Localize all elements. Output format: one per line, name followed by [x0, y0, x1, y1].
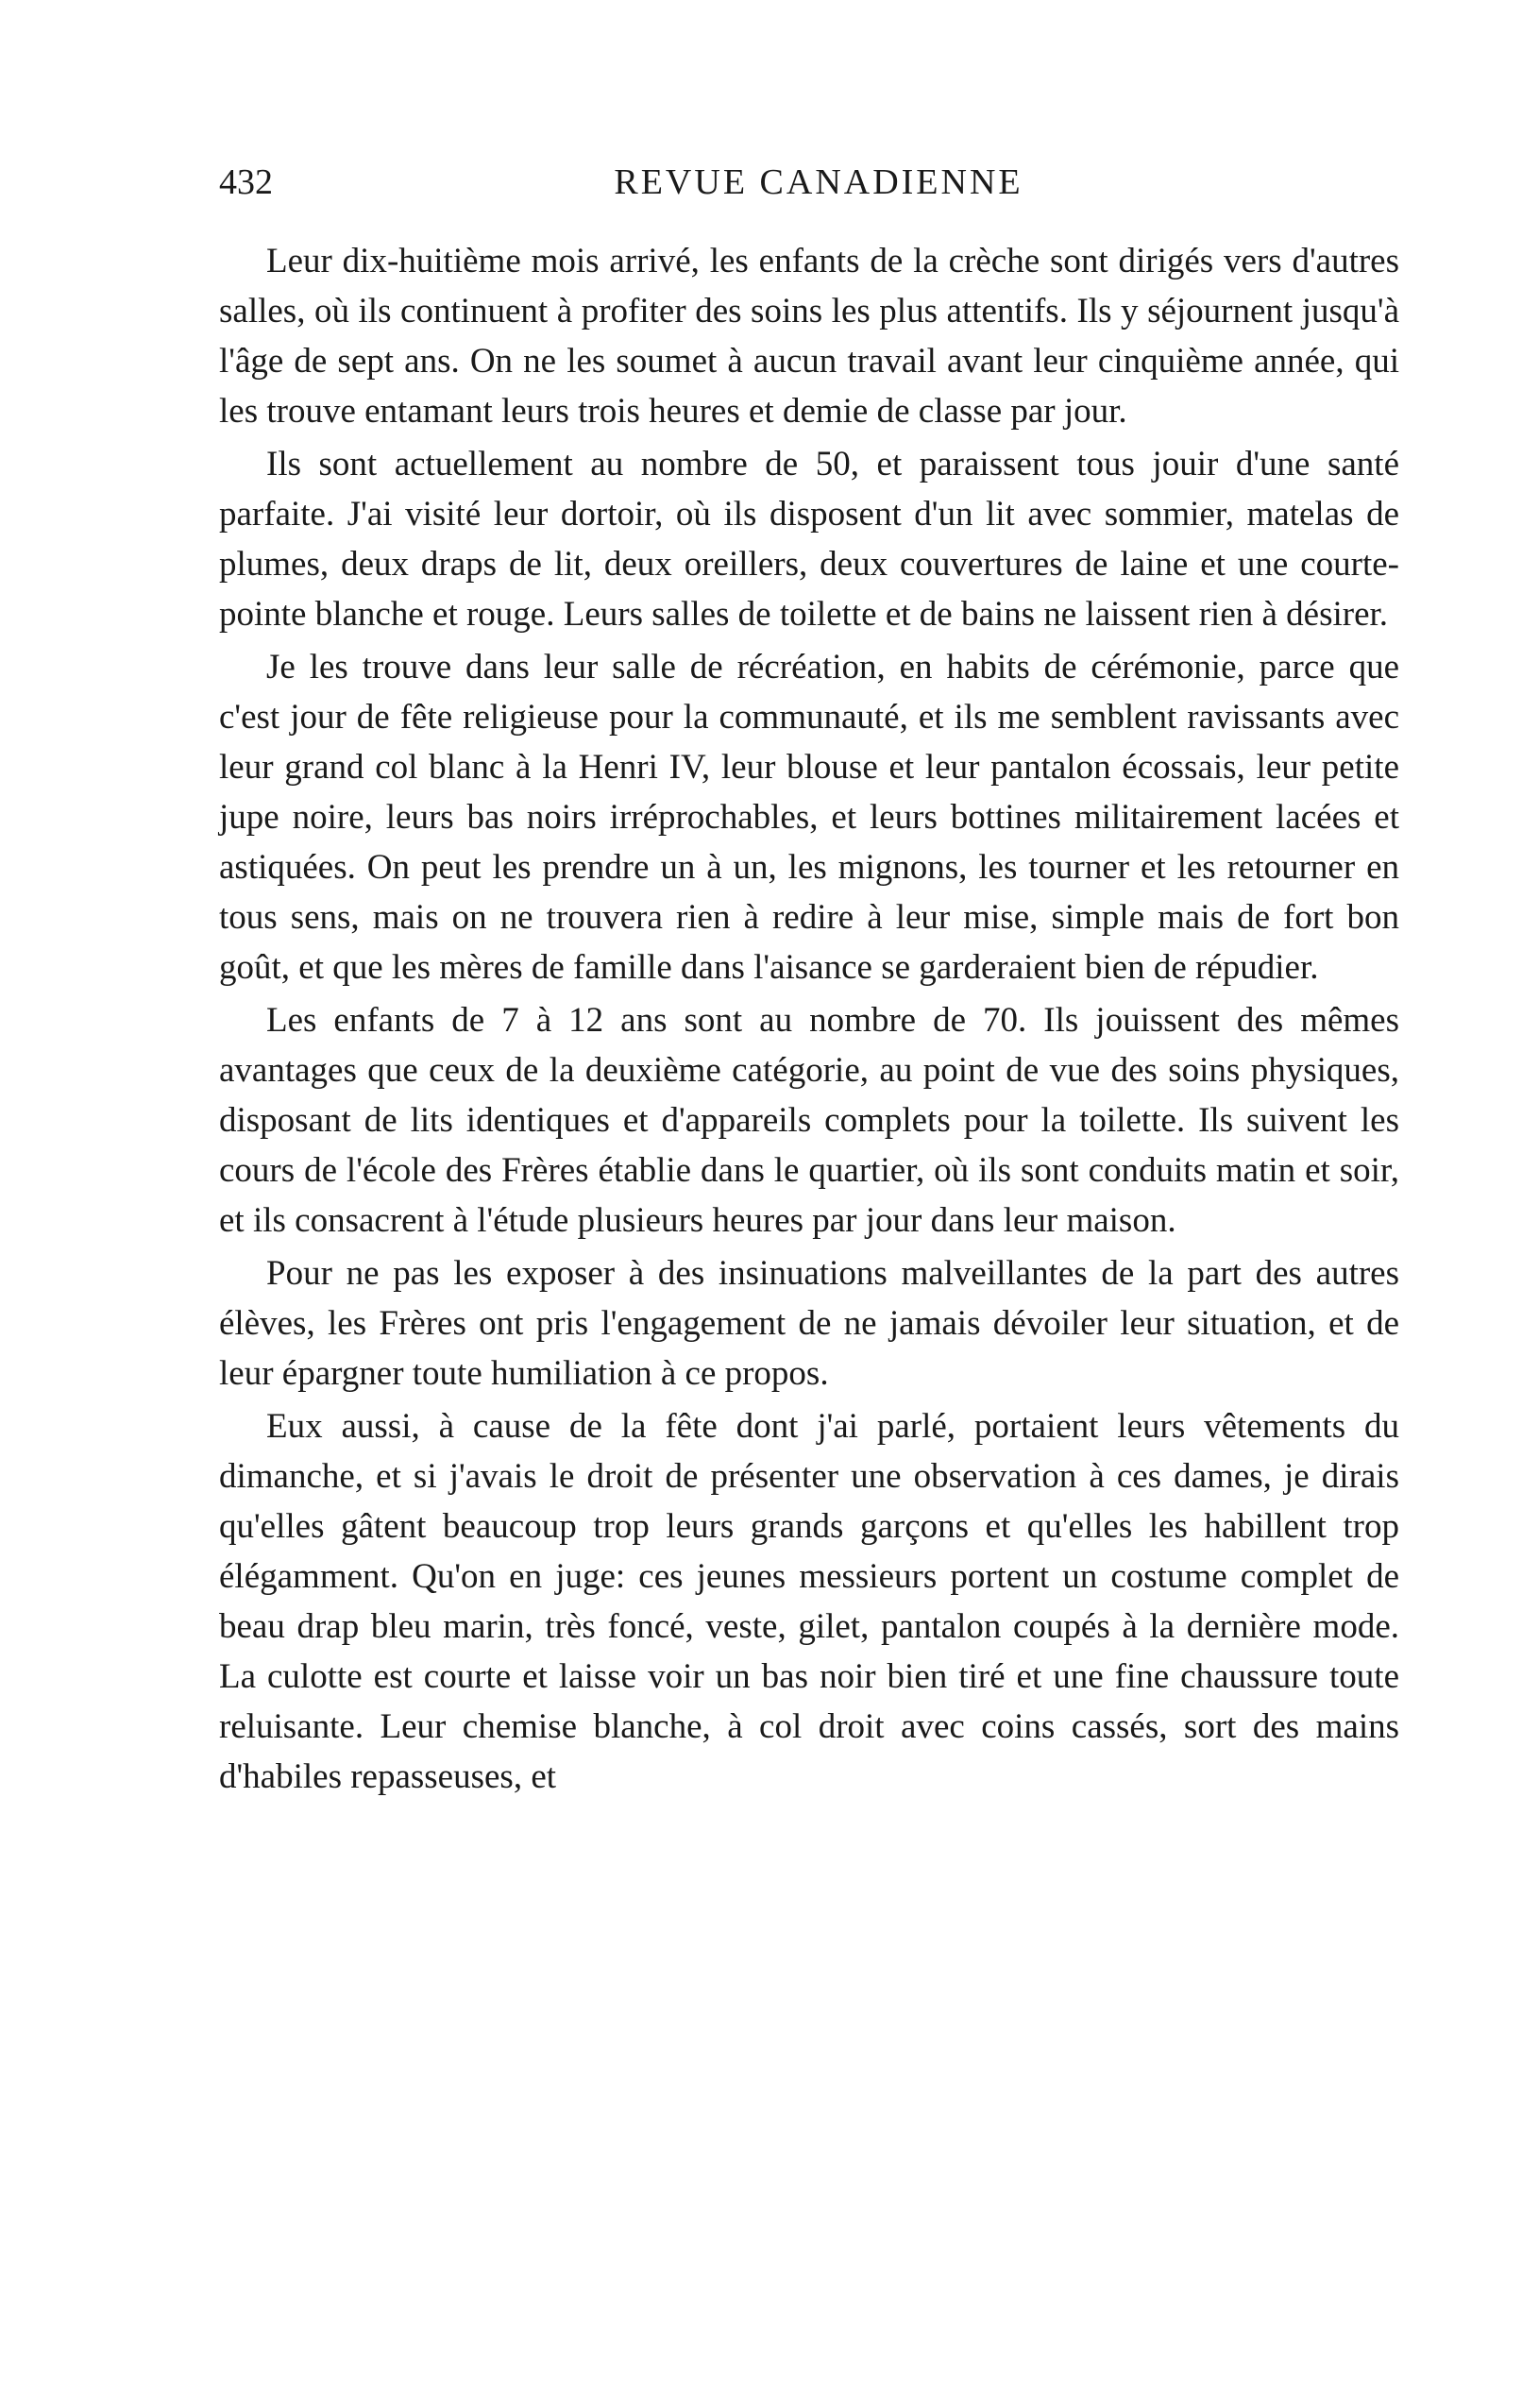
paragraph: Je les trouve dans leur salle de récréation, en habits de cérémonie, parce que c'est jour de fête religieuse pour la communauté, et ils me semblent ravissants avec leur grand col blanc à la Henri IV, leur blouse et leur pantalon écossais, leur petite jupe noire, leurs bas noirs irréprochables, et leurs bottines militairement lacées et astiquées. On peut les prendre un à un, les mignons, les tourner et les retourner en tous sens, mais on ne trouvera rien à redire à leur mise, simple mais de fort bon goût, et que les mères de famille dans l'aisance se garderaient bien de répudier. — [219, 648, 1399, 987]
paragraph: Leur dix-huitième mois arrivé, les enfants de la crèche sont dirigés vers d'autres salles, où ils continuent à profiter des soins les plus attentifs. Ils y séjournent jusqu'à l'âge de sept ans. On ne les soumet à aucun travail avant leur cinquième année, qui les trouve entamant leurs trois heures et demie de classe par jour. — [219, 242, 1399, 431]
paragraph: Pour ne pas les exposer à des insinuations malveillantes de la part des autres élèves, les Frères ont pris l'engagement de ne jamais dévoiler leur situation, et de leur épargner toute humiliation à ce propos. — [219, 1254, 1399, 1393]
running-head — [219, 159, 1418, 206]
paragraph: Les enfants de 7 à 12 ans sont au nombre de 70. Ils jouissent des mêmes avantages que ceux de la deuxième catégorie, au point de vue des soins physiques, disposant de lits identiques et d'appareils complets pour la toilette. Ils suivent les cours de l'école des Frères établie dans le quartier, où ils sont conduits matin et soir, et ils consacrent à l'étude plusieurs heures par jour dans leur maison. — [219, 1001, 1399, 1240]
journal-title: REVUE CANADIENNE — [614, 162, 1023, 202]
body-text — [219, 236, 1399, 1805]
paragraph: Ils sont actuellement au nombre de 50, et paraissent tous jouir d'une santé parfaite. J'ai visité leur dortoir, où ils disposent d'un lit avec sommier, matelas de plumes, deux draps de lit, deux oreillers, deux couvertures de laine et une courte-pointe blanche et rouge. Leurs salles de toilette et de bains ne laissent rien à désirer. — [219, 445, 1399, 634]
page-number: 432 — [219, 162, 273, 202]
paragraph: Eux aussi, à cause de la fête dont j'ai parlé, portaient leurs vêtements du dimanche, et si j'avais le droit de présenter une observation à ces dames, je dirais qu'elles gâtent beaucoup trop leurs grands garçons et qu'elles les habillent trop élégamment. Qu'on en juge: ces jeunes messieurs portent un costume complet de beau drap bleu marin, très foncé, veste, gilet, pantalon coupés à la dernière mode. La culotte est courte et laisse voir un bas noir bien tiré et une fine chaussure toute reluisante. Leur chemise blanche, à col droit avec coins cassés, sort des mains d'habiles repasseuses, et — [219, 1407, 1399, 1796]
